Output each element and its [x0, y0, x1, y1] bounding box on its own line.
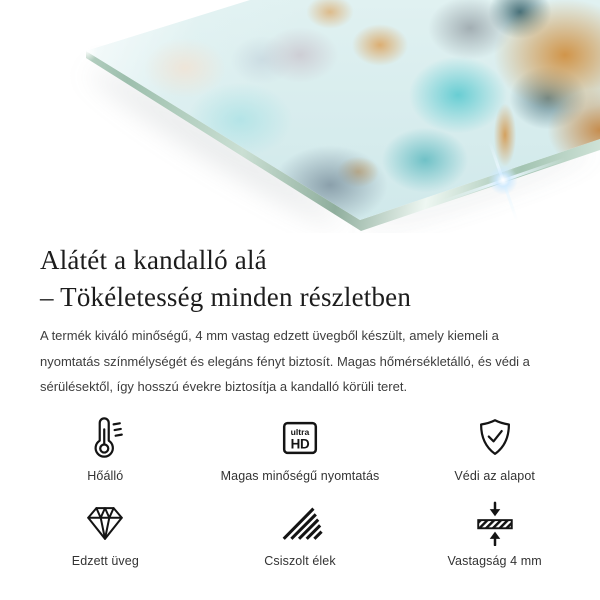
diamond-icon — [82, 500, 128, 546]
title-line-2: – Tökéletesség minden részletben — [40, 282, 412, 312]
uhd-icon-text-bottom: HD — [290, 436, 310, 452]
feature-protects-base — [397, 415, 592, 483]
feature-label: Hőálló — [87, 468, 124, 483]
thermometer-icon — [82, 415, 128, 461]
thickness-4mm-icon — [472, 500, 518, 546]
title-line-1: Alátét a kandalló alá — [40, 245, 267, 275]
feature-label: Csiszolt élek — [264, 553, 336, 568]
polished-edges-icon — [277, 500, 323, 546]
feature-label: Edzett üveg — [71, 553, 139, 568]
feature-print-quality — [203, 415, 398, 483]
feature-label: Védi az alapot — [454, 468, 535, 483]
feature-tempered-glass — [8, 500, 203, 568]
corner-glint — [76, 40, 98, 62]
page-title — [40, 242, 560, 316]
uhd-icon-text-top: ultra — [290, 426, 310, 437]
feature-label: Magas minőségű nyomtatás — [220, 468, 380, 483]
product-image — [0, 0, 600, 233]
feature-polished-edges — [203, 500, 398, 568]
feature-label: Vastagság 4 mm — [447, 553, 542, 568]
feature-thickness — [397, 500, 592, 568]
sparkle-glow — [488, 165, 518, 195]
shield-check-icon — [472, 415, 518, 461]
feature-heat-resistant — [8, 415, 203, 483]
product-description: A termék kiváló minőségű, 4 mm vastag edzett üvegből készült, amely kiemeli a nyomtatás színmélységét és elegáns fényt biztosít. Magas hőmérsékletálló, és védi a sérülésektől, így hosszú évekre biztosítja a kandalló körüli teret. — [40, 328, 530, 394]
features-grid — [0, 415, 600, 568]
ultra-hd-icon — [277, 415, 323, 461]
